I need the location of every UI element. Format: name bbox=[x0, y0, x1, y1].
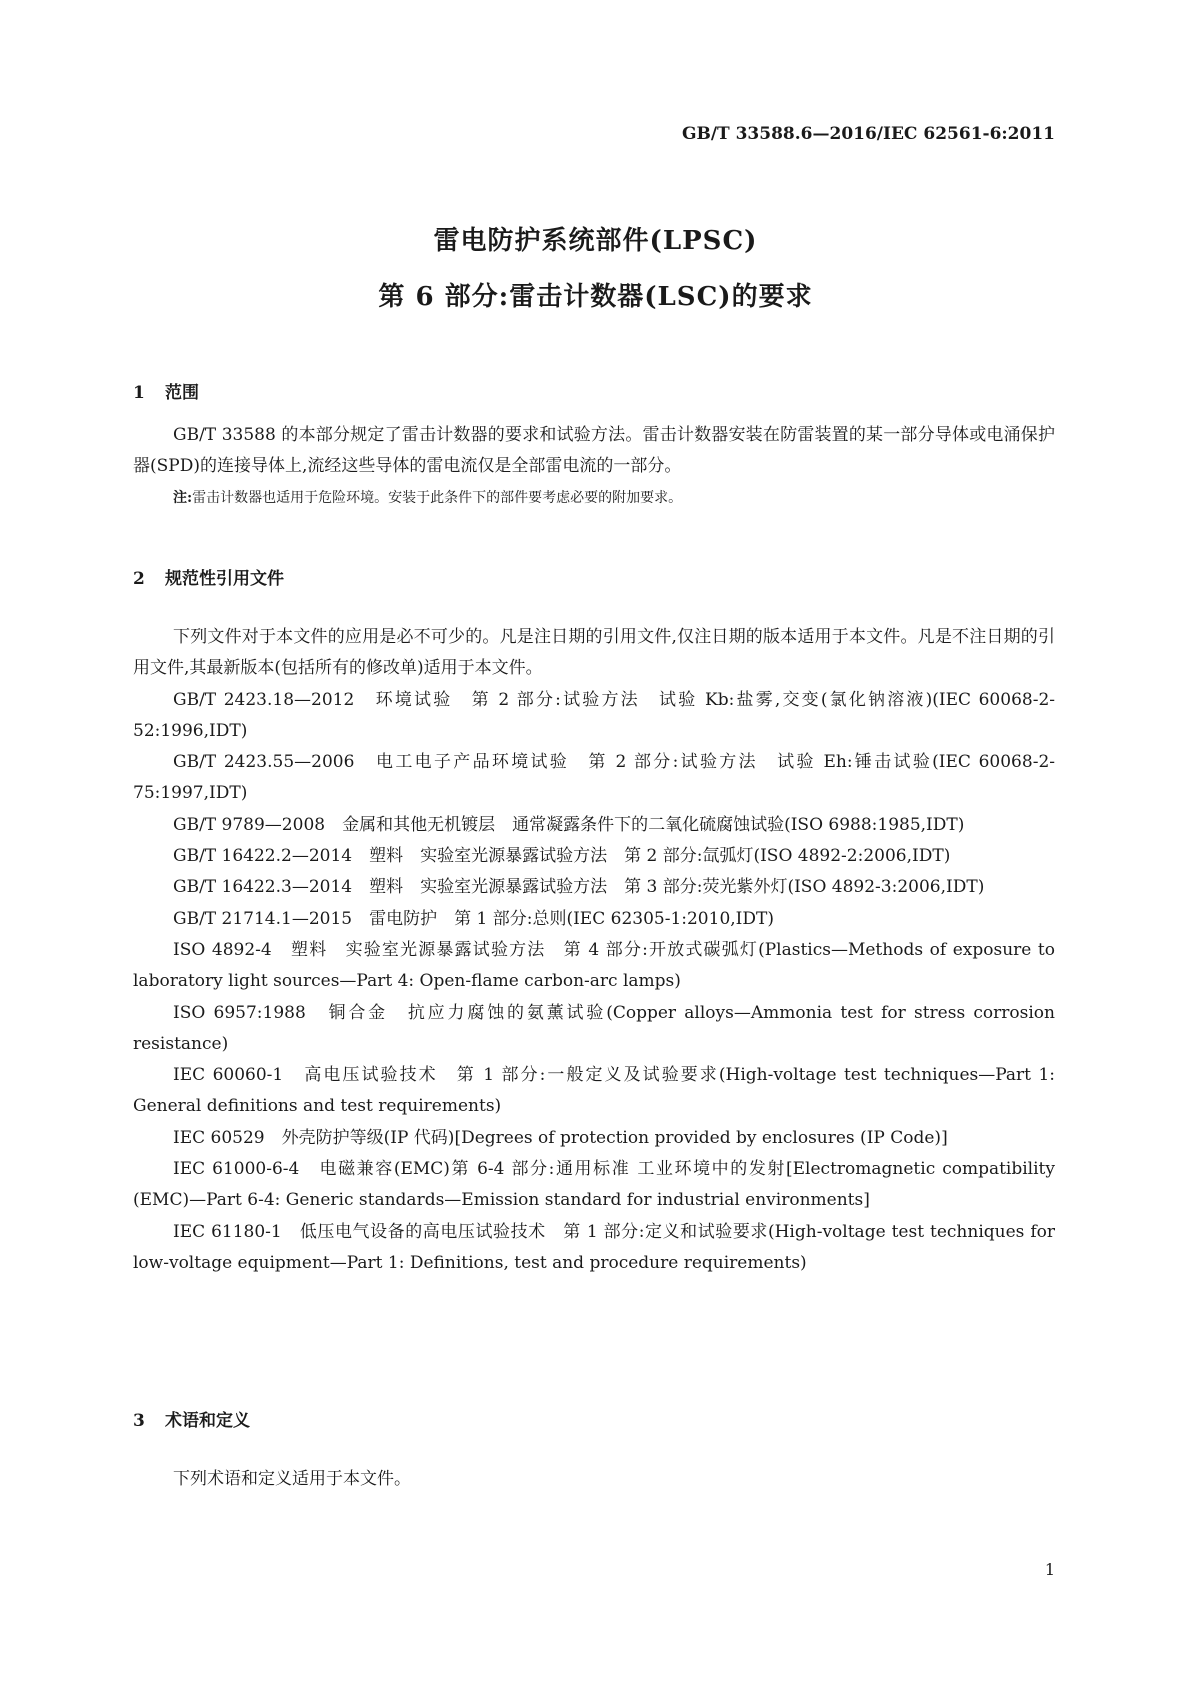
paragraph: 下列文件对于本文件的应用是必不可少的。凡是注日期的引用文件,仅注日期的版本适用于本文件。凡是不注日期的引用文件,其最新版本(包括所有的修改单)适用于本文件。 bbox=[133, 627, 1055, 679]
section-terms-body bbox=[133, 1464, 1055, 1495]
reference-entry: GB/T 2423.18—2012 环境试验 第 2 部分:试验方法 试验 Kb:盐雾,交变(氯化钠溶液)(IEC 60068-2-52:1996,IDT) bbox=[133, 689, 1055, 741]
document-title-line-1: 雷电防护系统部件(LPSC) bbox=[433, 226, 758, 256]
note-label: 注: bbox=[173, 489, 193, 506]
reference-entry: ISO 6957:1988 铜合金 抗应力腐蚀的氨薰试验(Copper alloys—Ammonia test for stress corrosion resistance) bbox=[133, 1002, 1055, 1054]
paragraph: 下列术语和定义适用于本文件。 bbox=[173, 1469, 411, 1489]
reference-entry: GB/T 21714.1—2015 雷电防护 第 1 部分:总则(IEC 62305-1:2010,IDT) bbox=[173, 908, 774, 929]
section-title: 规范性引用文件 bbox=[165, 569, 284, 589]
section-references-body bbox=[133, 622, 1055, 1279]
section-heading-terms bbox=[133, 1406, 250, 1431]
standard-number-header: GB/T 33588.6—2016/IEC 62561-6:2011 bbox=[681, 124, 1055, 144]
note-text: 雷击计数器也适用于危险环境。安装于此条件下的部件要考虑必要的附加要求。 bbox=[192, 489, 683, 506]
section-title: 术语和定义 bbox=[165, 1411, 250, 1431]
paragraph: GB/T 33588 的本部分规定了雷击计数器的要求和试验方法。雷击计数器安装在防雷装置的某一部分导体或电涌保护器(SPD)的连接导体上,流经这些导体的雷电流仅是全部雷电流的一部分。 bbox=[133, 425, 1055, 477]
section-number: 1 bbox=[133, 383, 145, 403]
reference-entry: GB/T 16422.3—2014 塑料 实验室光源暴露试验方法 第 3 部分:荧光紫外灯(ISO 4892-3:2006,IDT) bbox=[173, 877, 985, 898]
reference-entry: ISO 4892-4 塑料 实验室光源暴露试验方法 第 4 部分:开放式碳弧灯(Plastics—Methods of exposure to laboratory light sources—Part 4: Open-flame carbon-arc lamps) bbox=[133, 939, 1055, 992]
reference-entry: GB/T 9789—2008 金属和其他无机镀层 通常凝露条件下的二氧化硫腐蚀试验(ISO 6988:1985,IDT) bbox=[173, 814, 965, 835]
reference-entry: IEC 61180-1 低压电气设备的高电压试验技术 第 1 部分:定义和试验要求(High-voltage test techniques for low-voltage equipment—Part 1: Definitions, test and procedure requirements) bbox=[133, 1221, 1055, 1273]
section-heading-normative-references bbox=[133, 564, 284, 589]
note bbox=[133, 483, 1055, 514]
reference-entry: GB/T 2423.55—2006 电工电子产品环境试验 第 2 部分:试验方法 试验 Eh:锤击试验(IEC 60068-2-75:1997,IDT) bbox=[133, 752, 1055, 804]
reference-entry: IEC 60060-1 高电压试验技术 第 1 部分:一般定义及试验要求(High-voltage test techniques—Part 1: General definitions and test requirements) bbox=[133, 1065, 1055, 1117]
reference-entry: GB/T 16422.2—2014 塑料 实验室光源暴露试验方法 第 2 部分:氙弧灯(ISO 4892-2:2006,IDT) bbox=[173, 846, 951, 867]
section-scope-body bbox=[133, 420, 1055, 514]
section-number: 3 bbox=[133, 1411, 145, 1431]
section-title: 范围 bbox=[165, 383, 199, 403]
reference-entry: IEC 61000-6-4 电磁兼容(EMC)第 6-4 部分:通用标准 工业环境中的发射[Electromagnetic compatibility (EMC)—Part 6-4: Generic standards—Emission standard for industrial environments] bbox=[133, 1159, 1055, 1211]
section-number: 2 bbox=[133, 569, 145, 589]
page-number: 1 bbox=[1044, 1560, 1055, 1579]
document-title-line-2: 第 6 部分:雷击计数器(LSC)的要求 bbox=[378, 282, 813, 312]
section-heading-scope bbox=[133, 378, 199, 403]
reference-entry: IEC 60529 外壳防护等级(IP 代码)[Degrees of protection provided by enclosures (IP Code)] bbox=[173, 1127, 948, 1148]
